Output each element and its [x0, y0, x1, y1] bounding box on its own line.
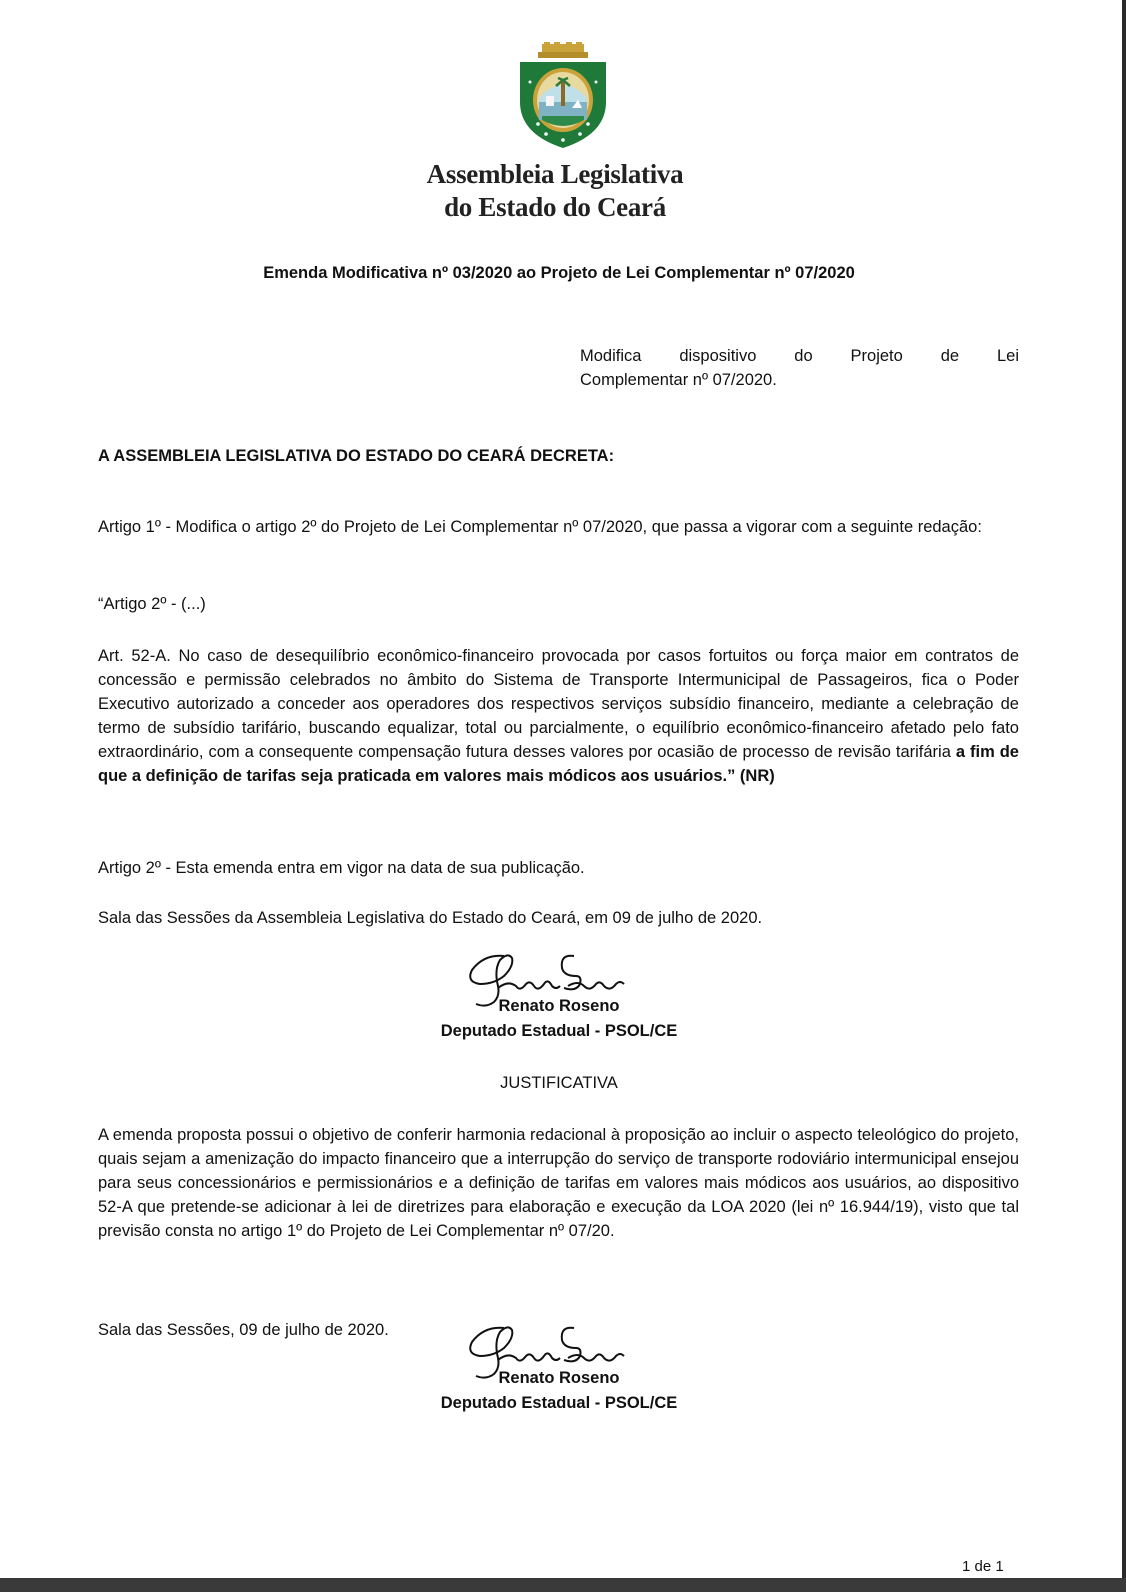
viewer-right-edge — [1122, 0, 1126, 1578]
viewer-bottom-bar — [0, 1578, 1126, 1592]
art-52a-bold-text: a fim de que a definição de tarifas seja praticada em valores mais módicos aos usuários.” (NR) — [98, 743, 1019, 785]
signer-role: Deputado Estadual - PSOL/CE — [440, 1022, 678, 1040]
signer-name: Renato Roseno — [498, 997, 620, 1015]
ementa-line-2: Complementar nº 07/2020. — [580, 371, 777, 389]
justificativa-heading: JUSTIFICATIVA — [500, 1074, 618, 1092]
signer-role: Deputado Estadual - PSOL/CE — [440, 1394, 678, 1412]
artigo-2-quote: “Artigo 2º - (...) — [98, 595, 206, 613]
signer-block-1 — [0, 994, 1118, 1044]
art-52a-paragraph — [98, 644, 1019, 788]
sala-das-sessoes-2: Sala das Sessões, 09 de julho de 2020. — [98, 1321, 389, 1339]
artigo-2: Artigo 2º - Esta emenda entra em vigor na data de sua publicação. — [98, 859, 585, 877]
page-number: 1 de 1 — [962, 1558, 1004, 1575]
art-52a-text: Art. 52-A. No caso de desequilíbrio econômico-financeiro provocada por casos fortuitos ou força maior em contratos de concessão e permissão celebrados no âmbito do Sistema de Transporte Intermunicipal de Passageiros, fica o Poder Executivo autorizado a conceder aos operadores dos respectivos serviços subsídio financeiro, mediante a celebração de termo de subsídio tarifário, buscando equalizar, total ou parcialmente, o equilíbrio econômico-financeiro afetado pelo fato extraordinário, com a consequente compensação futura desses valores por ocasião de processo de revisão tarifária — [98, 647, 1019, 761]
org-line-2: do Estado do Ceará — [444, 192, 666, 222]
organization-name — [0, 158, 1110, 224]
signer-name: Renato Roseno — [498, 1369, 620, 1387]
ementa — [580, 344, 1019, 392]
artigo-1: Artigo 1º - Modifica o artigo 2º do Projeto de Lei Complementar nº 07/2020, que passa a vigorar com a seguinte redação: — [98, 518, 982, 536]
sala-das-sessoes-1: Sala das Sessões da Assembleia Legislativa do Estado do Ceará, em 09 de julho de 2020. — [98, 909, 763, 927]
decreta-heading: A ASSEMBLEIA LEGISLATIVA DO ESTADO DO CEARÁ DECRETA: — [98, 447, 615, 465]
justificativa-paragraph: A emenda proposta possui o objetivo de conferir harmonia redacional à proposição ao incluir o aspecto teleológico do projeto, quais sejam a amenização do impacto financeiro que a interrupção do serviço de transporte rodoviário intermunicipal ensejou para seus concessionários e permissionários e a definição de tarifas em valores mais módicos aos usuários, ao dispositivo 52-A que pretende-se adicionar à lei de diretrizes para elaboração e execução da LOA 2020 (lei nº 16.944/19), visto que tal previsão consta no artigo 1º do Projeto de Lei Complementar nº 07/20. — [98, 1126, 1019, 1240]
signer-block-2 — [0, 1366, 1118, 1416]
document-title: Emenda Modificativa nº 03/2020 ao Projeto de Lei Complementar nº 07/2020 — [263, 264, 855, 282]
ementa-line-1: Modifica dispositivo do Projeto de Lei — [580, 347, 1019, 365]
ceara-coat-of-arms-icon — [516, 42, 610, 150]
org-line-1: Assembleia Legislativa — [426, 159, 684, 189]
